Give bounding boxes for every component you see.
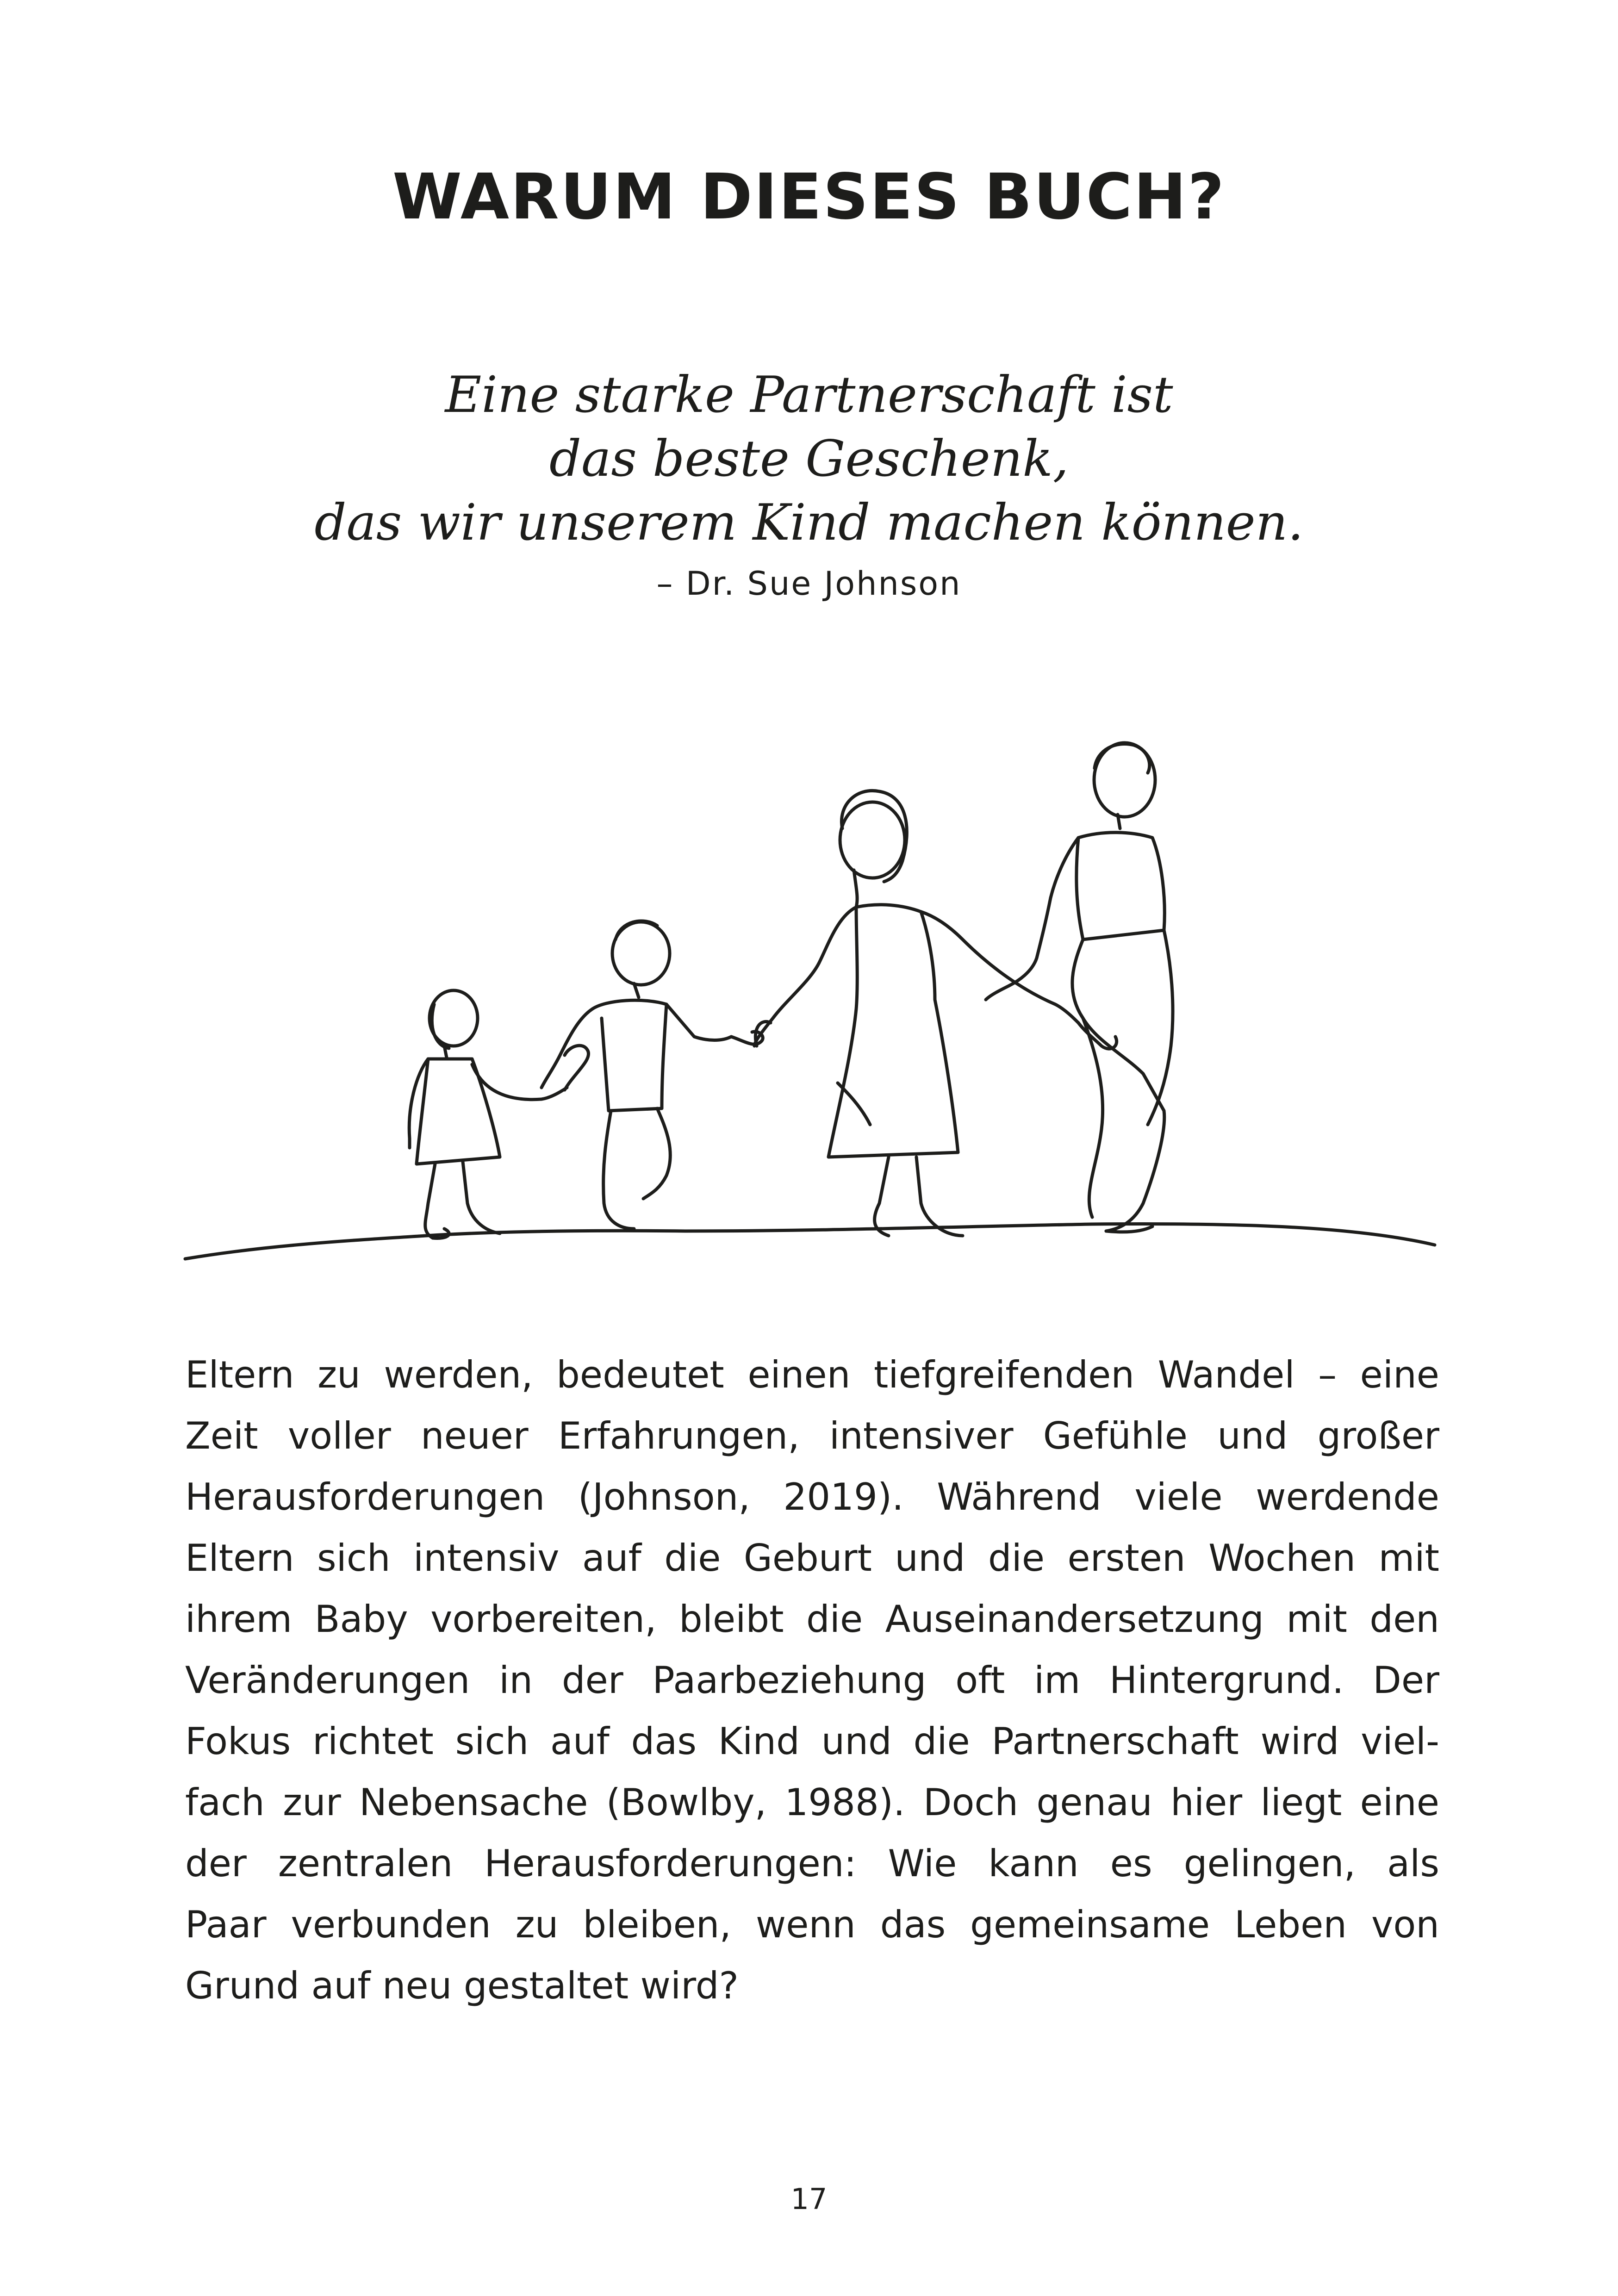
body-line: Herausforderungen (Johnson, 2019). Während viele werdende xyxy=(185,1475,1439,1518)
ground-line-icon xyxy=(185,1224,1435,1259)
quote-author: – Dr. Sue Johnson xyxy=(656,565,962,603)
body-paragraph xyxy=(185,1344,1439,2016)
quote xyxy=(0,363,1618,555)
quote-line: Eine starke Partnerschaft ist xyxy=(445,366,1173,424)
father-figure-icon xyxy=(986,743,1173,1232)
mother-figure-icon xyxy=(754,790,1078,1236)
body-line: Veränderungen in der Paarbeziehung oft im Hintergrund. Der xyxy=(185,1659,1439,1702)
family-line-drawing-icon xyxy=(176,722,1444,1279)
body-line: ihrem Baby vorbereiten, bleibt die Auseinandersetzung mit den xyxy=(185,1598,1439,1641)
page-title: WARUM DIESES BUCH? xyxy=(392,161,1226,234)
body-line: Fokus richtet sich auf das Kind und die Partnerschaft wird viel- xyxy=(185,1720,1439,1763)
body-line: fach zur Nebensache (Bowlby, 1988). Doch genau hier liegt eine xyxy=(185,1781,1439,1824)
body-line: Grund auf neu gestaltet wird? xyxy=(185,1964,739,2007)
page-number: 17 xyxy=(790,2182,828,2216)
body-line: Eltern zu werden, bedeutet einen tiefgreifenden Wandel – eine xyxy=(185,1353,1439,1396)
girl-figure-icon xyxy=(409,990,567,1238)
quote-line: das wir unserem Kind machen können. xyxy=(314,494,1304,552)
body-line: Zeit voller neuer Erfahrungen, intensiver Gefühle und großer xyxy=(185,1414,1439,1457)
body-line: Paar verbunden zu bleiben, wenn das gemeinsame Leben von xyxy=(185,1903,1439,1946)
body-line: Eltern sich intensiv auf die Geburt und die ersten Wochen mit xyxy=(185,1537,1439,1580)
body-line: der zentralen Herausforderungen: Wie kann es gelingen, als xyxy=(185,1842,1439,1885)
joined-hands-icon xyxy=(565,1045,589,1090)
quote-line: das beste Geschenk, xyxy=(549,430,1069,488)
